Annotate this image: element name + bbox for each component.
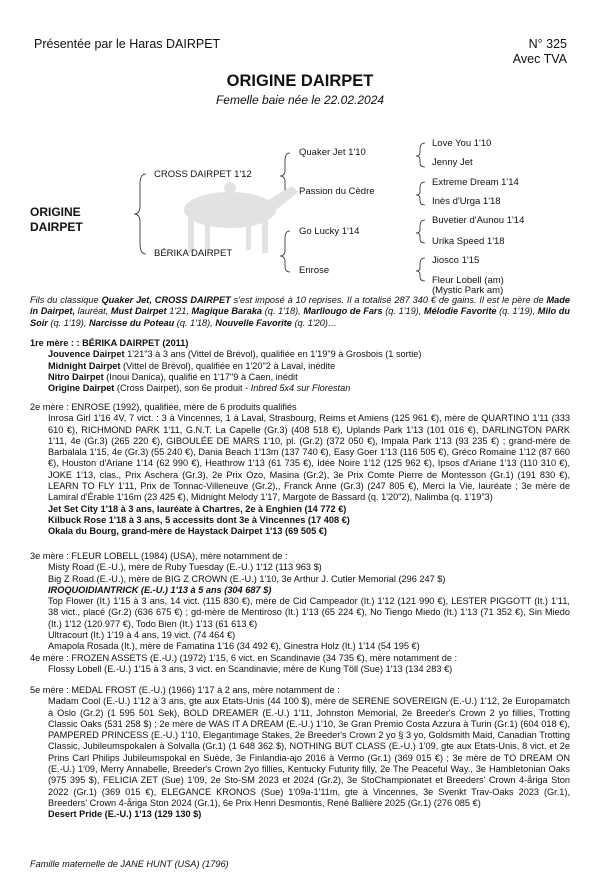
mother-5-paragraph: Madam Cool (E.-U.) 1'12 à 3 ans, gte aux Etats-Unis (44 100 $), mère de SERENE SOVEREIGN (E.-U.) 1'12, 2e Europamatch à Oslo (Gr.2) (1 595 501 Sek), BOLD DREAMER (E.-U.) 1'11, Johnston Memorial, 2e Breeder's Crown 2 yo fillies, Trotting Classic Oaks (531 258 $) ; 2e mère de WAS IT A DREAM (E.-U.) 1'10, 3e Gran Premio Costa Azzura à Turin (Gr.1) (604 018 €), PAMPERED PRINCESS (E.-U.) 1'10, Elegantimage Stakes, 2e Breeder's Crown 2 yo § 3 yo, Goldsmith Maid, Canadian Trotting Classic, Jubileumspokalen à Solvalla (Gr.1) (1 648 362 $), NOTHING BUT CLASS (E.-U.) 1'09, gte aux Etats-Unis, 8 vict. et 2e Prins Carl Philips Jubileumspokal en Suède, 3e Finlandia-ajo 2016 à Vermo (Gr.1) (369 015 €) ; 3e mère de TO DREAM ON (E.-U.) 1'09, Merry Annabelle, Breeder's Crown 2yo fillies, Kentucky Futurity filly, 2e The Peaceful Way., 3e Hambletonian Oaks (975 395 $), FELICIA ZET (Sue) 1'09, 2e Sto-SM 2023 et 2024 (Gr.2), 3e StoChampionatet et Breeders' Crown 4-åriga Ston 2022 (Gr.1) (369 015 €), ELEGANCE KRONOS (Sue) 1'09a-1'11m, gte à Vincennes, 3e Svenkt Trav-Oaks 2023 (Gr.1), Breeders' Crown 4-åriga Ston 2024 (Gr.1), 6e Prix Henri Desmontis, René Ballière 2025 (Gr.1) (276 085 €): [48, 696, 570, 808]
mother-3-section: [30, 551, 570, 653]
gg-6: Urika Speed 1'18: [432, 236, 505, 247]
mother-2-heading: 2e mère : ENROSE (1992), qualifiée, mère de 6 produits qualifiés: [30, 402, 297, 412]
mother-1-section: [30, 338, 570, 394]
presenter-text: Présentée par le Haras DAIRPET: [34, 37, 221, 51]
mother-4-line: Flossy Lobell (E.-U.) 1'15 à 3 ans, 3 vict. en Scandinavie, mère de Kung Töll (Sue) 1'13 (134 283 €): [48, 664, 453, 675]
sire-name: CROSS DAIRPET 1'12: [154, 169, 252, 180]
mother-2-line: Jet Set City 1'18 à 3 ans, lauréate à Chartres, 2e à Enghien (14 772 €): [48, 503, 347, 514]
dam-name: BÉRIKA DAIRPET: [154, 248, 233, 259]
dam-dam-name: Enrose: [299, 265, 330, 276]
mother-2-line: Kilbuck Rose 1'18 à 3 ans, 5 accessits dont 3e à Vincennes (17 408 €): [48, 514, 350, 525]
mother-2-section: [30, 402, 570, 538]
gg-2: Jenny Jet: [432, 157, 473, 168]
vat-label: Avec TVA: [512, 52, 567, 66]
gg-5: Buvetier d'Aunou 1'14: [432, 215, 525, 226]
mother-3-line: Amapola Rosada (It.), mère de Famatina 1'16 (34 492 €), Ginestra Holz (It.) 1'14 (54 195 €): [48, 641, 420, 652]
mother-1-line: Midnight Dairpet (Vittel de Brévol), qualifiée en 1'20"2 à Laval, inédite: [48, 360, 336, 371]
gg-8: Fleur Lobell (am): [432, 275, 504, 286]
gg-4: Inès d'Urga 1'18: [432, 196, 501, 207]
mother-3-line: IROQUOIDIANTRICK (E.-U.) 1'13 à 5 ans (304 687 $): [48, 584, 272, 595]
mother-3-heading: 3e mère : FLEUR LOBELL (1984) (USA), mère notamment de :: [30, 551, 288, 561]
mother-1-line: Origine Dairpet (Cross Dairpet), son 6e produit - Inbred 5x4 sur Florestan: [48, 383, 351, 394]
mother-2-line: Okala du Bourg, grand-mère de Haystack Dairpet 1'13 (69 505 €): [48, 526, 327, 537]
horse-watermark-icon: [184, 182, 298, 253]
mother-1-line: Jouvence Dairpet 1'21"3 à 3 ans (Vittel de Brévol), qualifiée en 1'19"9 à Grosbois (1 sortie): [48, 349, 422, 360]
mother-1-heading: 1re mère : : BÉRIKA DAIRPET (2011): [30, 338, 189, 348]
mother-3-line: Ultracourt (It.) 1'19 à 4 ans, 19 vict. (74 464 €): [48, 630, 236, 641]
root-name-line1: ORIGINE: [30, 205, 81, 219]
page-subtitle: Femelle baie née le 22.02.2024: [215, 93, 385, 107]
maternal-family-footer: Famille maternelle de JANE HUNT (USA) (1796): [30, 859, 229, 869]
mother-2-paragraph: Inrosa Girl 1'16 4V, 7 vict. : 3 à Vincennes, 1 à Laval, Strasbourg, Reims et Amiens (125 961 €), mère de QUARTINO 1'11 (333 610 €), RICHMOND PARK 1'11, G.N.T. La Capelle (Gr.3) (408 518 €), Uplands Park 1'13 (101 016 €), DARLINGTON PARK 1'11, 4e (Gr.3) (265 220 €), GIBOULÉE DE MARS 1'10, pl. (Gr.2) (372 050 €), Impala Park 1'13 (93 235 €) ; grand-mère de Barbalala 1'15, 4e (Gr.3) (55 240 €), Dania Beach 1'13m (137 740 €), Easy Goer 1'13 (116 505 €), Gréco Romaine 1'12 (87 660 €), Houston d'Ariane 1'14 (62 990 €), Heathrow 1'13 (61 735 €), Idée Noire 1'12 (125 962 €), Ipsos d'Ariane 1'13 (110 310 €), JOKE 1'13, clas., Prix Aschera (Gr.3), 2e Prix Ozo, Masina (Gr.2), 3e Prix Comte Pierre de Montesson (Gr.1) (191 830 €), LEARN TO FLY 1'11, Prix de Tonnac-Villeneuve (Gr.2),, Franck Anne (Gr.3) (247 805 €), Merci la Vie, lauréate ; 3e mère de Lamiral d'Érable 1'16m (23 425 €), Midnight Melody 1'17, Margote de Bassard (q. 1'20"2), Nalimba (q. 1'19"3): [48, 413, 570, 503]
gg-7: Jiosco 1'15: [432, 255, 480, 266]
mother-3-line: Misty Road (E.-U.), mère de Ruby Tuesday (E.-U.) 1'12 (113 963 $): [48, 562, 322, 573]
gg-9: (Mystic Park am): [432, 285, 504, 296]
mother-4-section: [30, 653, 570, 676]
mother-5-heading: 5e mère : MEDAL FROST (E.-U.) (1966) 1'17 à 2 ans, mère notamment de :: [30, 685, 340, 695]
dam-sire-name: Go Lucky 1'14: [299, 226, 360, 237]
mother-3-line: Top Flower (It.) 1'15 à 3 ans, 14 vict. (115 830 €), mère de Cid Campeador (It.) 1'12 (121 990 €), LESTER PIGGOTT (It.) 1'11, 38 vict., placé (Gr.2) (636 675 €) ; gd-mère de Mentiroso (It.) 1'13 (65 224 €), No Tiengo Miedo (It.) 1'13 (71 352 €), Sin Miedo (It.) 1'12 (120 977 €), Todo Bien (It.) 1'13 (61 613 €): [48, 596, 570, 629]
mother-3-line: Big Z Road (E.-U.), mère de BIG Z CROWN (E.-U.) 1'10, 3e Arthur J. Cutler Memorial (296 247 $): [48, 573, 446, 584]
mother-4-heading: 4e mère : FROZEN ASSETS (E.-U.) (1972) 1'15, 6 vict. en Scandinavie (34 735 €), mère notamment de :: [30, 653, 458, 663]
mother-5-line: Desert Pride (E.-U.) 1'13 (129 130 $): [48, 809, 202, 820]
gg-1: Love You 1'10: [432, 138, 492, 149]
root-name-line2: DAIRPET: [30, 220, 83, 234]
sire-dam-name: Passion du Cèdre: [299, 186, 375, 197]
page-title: ORIGINE DAIRPET: [226, 72, 374, 90]
mother-5-section: [30, 685, 570, 821]
mother-1-line: Nitro Dairpet (Inoui Danica), qualifié en 1'17"9 à Caen, inédit: [48, 371, 298, 382]
lot-number: N° 325: [528, 37, 567, 51]
gg-3: Extreme Dream 1'14: [432, 177, 519, 188]
sire-sire-name: Quaker Jet 1'10: [299, 147, 366, 158]
pedigree-root: [30, 205, 83, 235]
intro-paragraph: Fils du classique Quaker Jet, CROSS DAIRPET s'est imposé à 10 reprises. Il a totalisé 287 340 € de gains. Il est le père de Made in Dairpet, lauréat, Must Dairpet 1'21, Magique Baraka (q. 1'18), Marllougo de Fars (q. 1'19), Mélodie Favorite (q. 1'19), Milo du Soir (q. 1'19), Narcisse du Poteau (q. 1'18), Nouvelle Favorite (q. 1'20)…: [30, 295, 571, 328]
